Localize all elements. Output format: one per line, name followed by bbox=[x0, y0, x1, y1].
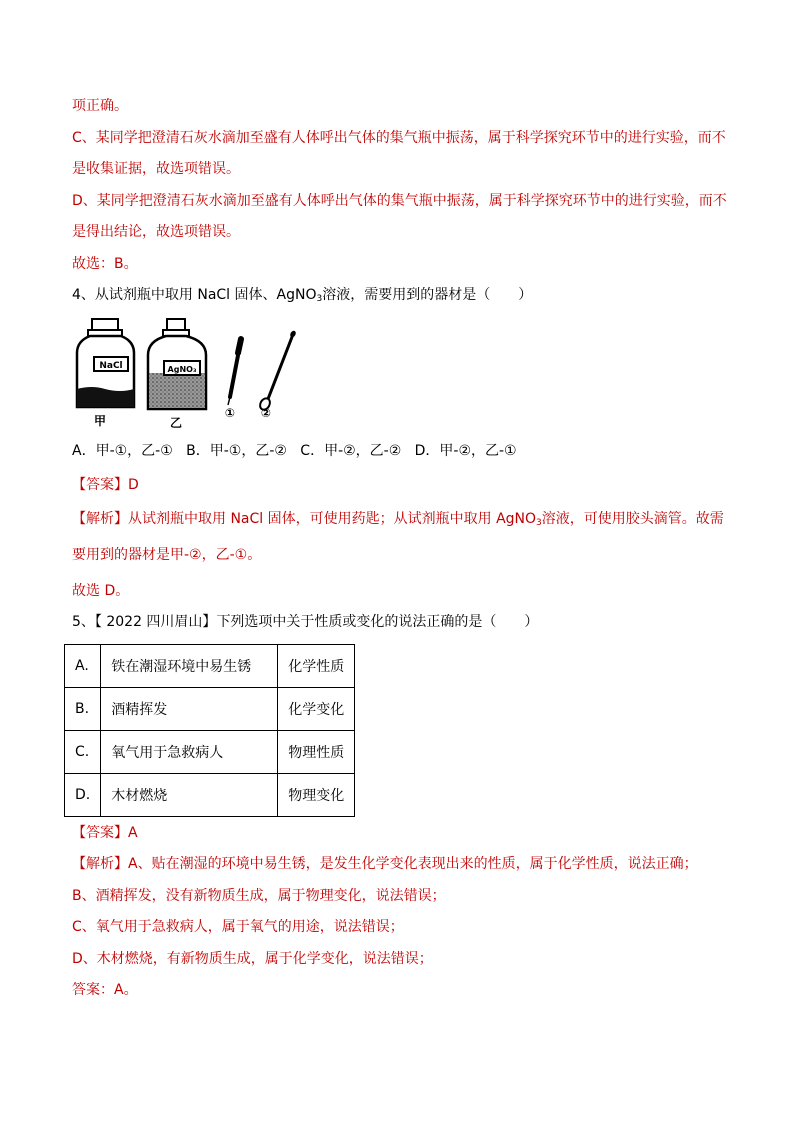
table-row bbox=[65, 644, 355, 687]
table-cell: 铁在潮湿环境中易生锈 bbox=[101, 644, 278, 687]
table-cell: B. bbox=[65, 687, 101, 730]
text-line: 故选：B。 bbox=[72, 255, 138, 272]
medicine-spoon-icon bbox=[258, 329, 297, 419]
question-4-analysis-cont: 要用到的器材是甲-②，乙-①。 bbox=[72, 546, 262, 563]
question-4-conclusion: 故选 D。 bbox=[72, 582, 130, 599]
lab-equipment-illustration bbox=[72, 317, 312, 429]
bottle2-caption: 乙 bbox=[169, 415, 183, 429]
question-4-figure bbox=[72, 317, 312, 429]
question-5-analysis: 【解析】A、贴在潮湿的环境中易生锈，是发生化学变化表现出来的性质，属于化学性质，说法正确； bbox=[72, 856, 698, 872]
question-5-options-table bbox=[64, 644, 355, 817]
question-5-analysis-line: C、氧气用于急救病人，属于氧气的用途，说法错误； bbox=[72, 919, 404, 935]
text-line: D、某同学把澄清石灰水滴加至盛有人体呼出气体的集气瓶中振荡，属于科学探究环节中的进行实验，而不 bbox=[72, 192, 727, 209]
table-row bbox=[65, 730, 355, 773]
text-line: 是收集证据，故选项错误。 bbox=[72, 161, 240, 177]
table-cell: 酒精挥发 bbox=[101, 687, 278, 730]
question-5-stem: 5、【 2022 四川眉山】下列选项中关于性质或变化的说法正确的是（ ） bbox=[72, 614, 539, 630]
question-4-stem: 4、从试剂瓶中取用 NaCl 固体、AgNO$_3$溶液，需要用到的器材是（ ） bbox=[72, 287, 533, 304]
text-line: 项正确。 bbox=[72, 98, 128, 114]
bottle1-label: NaCl bbox=[99, 360, 123, 371]
question-4-options: A．甲-①，乙-① B．甲-①，乙-② C．甲-②，乙-② D．甲-②，乙-① bbox=[72, 442, 517, 459]
text-line: 是得出结论，故选项错误。 bbox=[72, 224, 240, 240]
wide-mouth-bottle-icon bbox=[77, 319, 134, 428]
question-4-analysis: 【解析】从试剂瓶中取用 NaCl 固体，可使用药匙；从试剂瓶中取用 AgNO$_3$溶液，可使用胶头滴管。故需 bbox=[72, 510, 724, 528]
table-row bbox=[65, 687, 355, 730]
bottle2-label: AgNO₃ bbox=[167, 364, 197, 374]
table-cell: 物理性质 bbox=[278, 730, 355, 773]
bottle1-caption: 甲 bbox=[93, 413, 107, 428]
tool1-caption: ① bbox=[224, 405, 236, 420]
table-cell: 物理变化 bbox=[278, 773, 355, 816]
table-cell: 化学变化 bbox=[278, 687, 355, 730]
table-cell: 木材燃烧 bbox=[101, 773, 278, 816]
table-row bbox=[65, 773, 355, 816]
question-5-conclusion: 答案：A。 bbox=[72, 982, 138, 998]
question-5-answer: 【答案】A bbox=[72, 824, 138, 841]
narrow-mouth-bottle-icon bbox=[148, 319, 206, 429]
question-5-analysis-line: D、木材燃烧，有新物质生成，属于化学变化，说法错误； bbox=[72, 950, 433, 967]
text-line: C、某同学把澄清石灰水滴加至盛有人体呼出气体的集气瓶中振荡，属于科学探究环节中的进行实验，而不 bbox=[72, 129, 726, 146]
dropper-icon bbox=[225, 339, 241, 420]
table-cell: 氧气用于急救病人 bbox=[101, 730, 278, 773]
table-cell: C. bbox=[65, 730, 101, 773]
table-cell: D. bbox=[65, 773, 101, 816]
document-page bbox=[72, 96, 726, 1012]
tool2-caption: ② bbox=[260, 405, 272, 420]
table-cell: 化学性质 bbox=[278, 644, 355, 687]
table-cell: A. bbox=[65, 644, 101, 687]
question-5-analysis-line: B、酒精挥发，没有新物质生成，属于物理变化，说法错误； bbox=[72, 887, 446, 904]
question-4-answer: 【答案】D bbox=[72, 476, 139, 493]
